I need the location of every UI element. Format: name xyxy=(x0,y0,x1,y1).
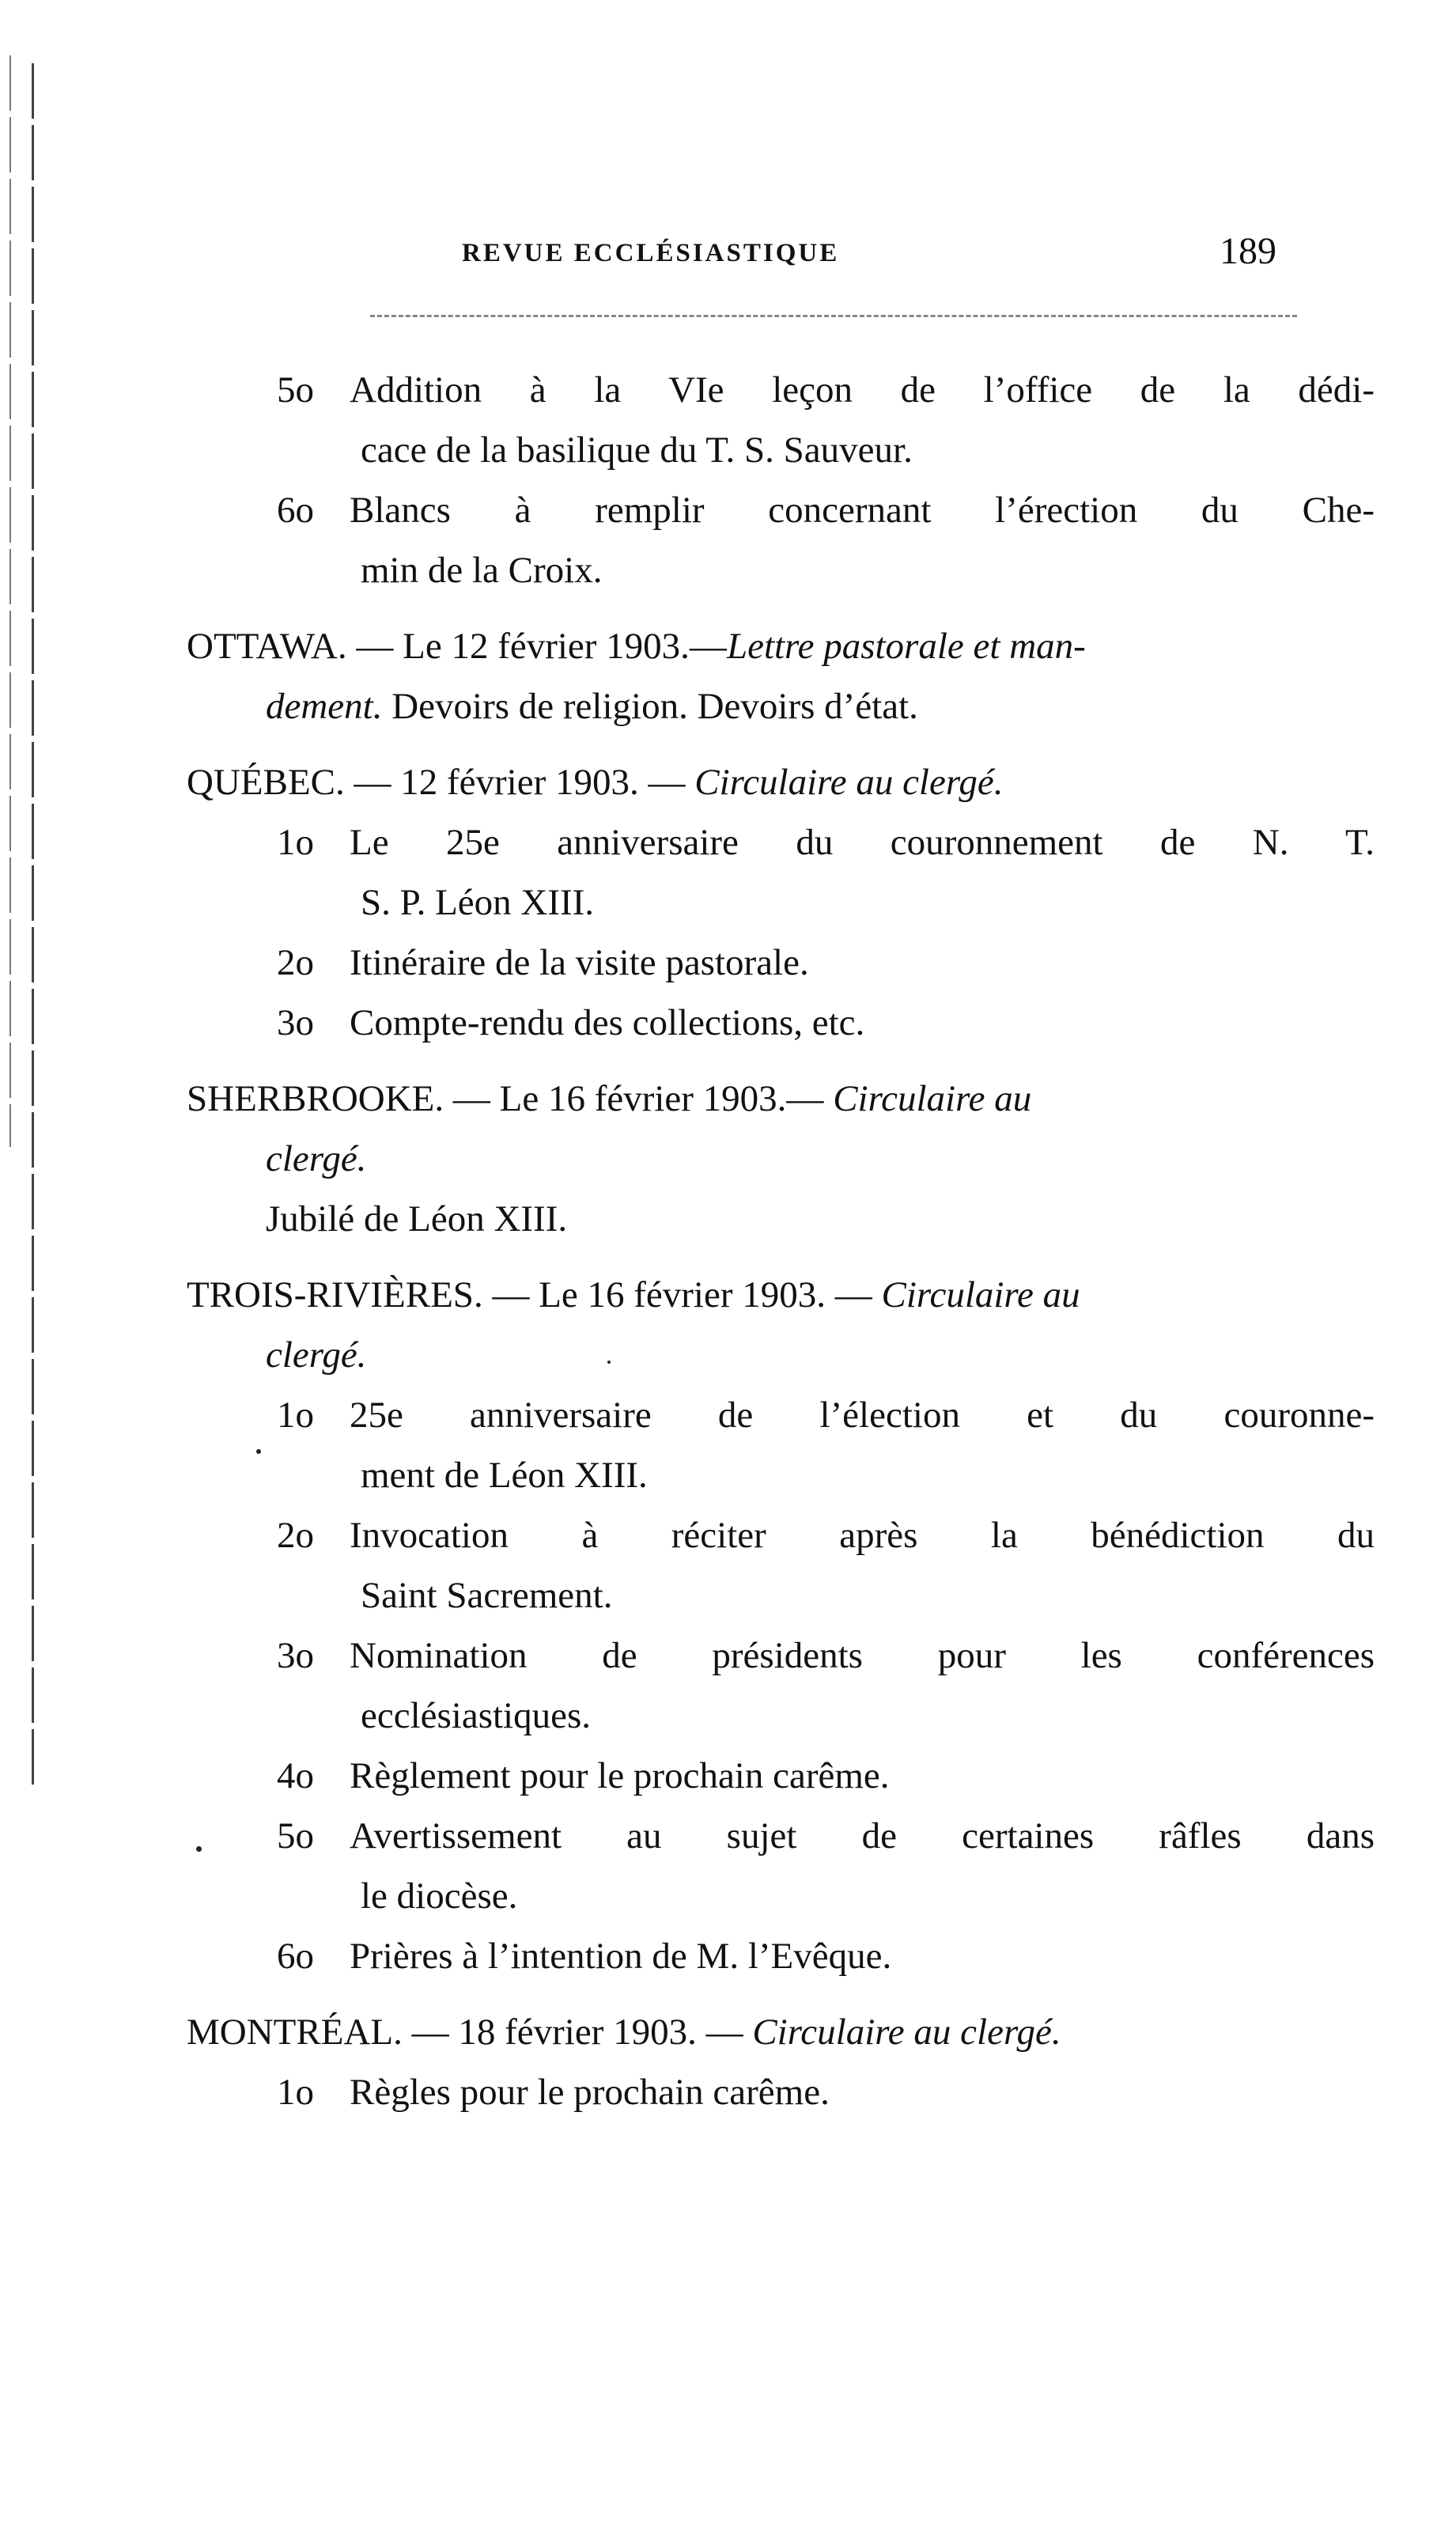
heading-italic-cont: clergé. xyxy=(266,1334,367,1376)
item-number: 6o xyxy=(277,490,314,531)
item-text: Blancs à remplir concernant l’érection du Che- xyxy=(350,490,1375,531)
heading-text: QUÉBEC. — 12 février 1903. — xyxy=(187,762,695,803)
item-number: 1o xyxy=(277,1395,314,1436)
list-item xyxy=(187,933,1302,993)
item-text: Addition à la VIe leçon de l’office de la dédi- xyxy=(350,369,1375,411)
item-text-cont: ment de Léon XIII. xyxy=(361,1455,648,1496)
heading-italic: Circulaire au xyxy=(833,1078,1032,1119)
item-number: 4o xyxy=(277,1755,314,1796)
print-speck xyxy=(256,1449,261,1454)
item-number: 5o xyxy=(277,1815,314,1857)
item-text-cont: ecclésiastiques. xyxy=(361,1695,592,1736)
diocese-entry-quebec xyxy=(187,752,1375,1053)
entry-heading xyxy=(187,616,1302,676)
item-text-cont: min de la Croix. xyxy=(361,550,603,591)
print-speck xyxy=(196,1846,202,1852)
item-text: Itinéraire de la visite pastorale. xyxy=(350,942,809,983)
item-text-cont: cace de la basilique du T. S. Sauveur. xyxy=(361,430,913,471)
diocese-entry-trois-rivieres xyxy=(187,1265,1375,1986)
intro-list xyxy=(187,360,1375,600)
item-text: Avertissement au sujet de certaines râfles dans xyxy=(350,1815,1375,1857)
entry-heading xyxy=(187,1265,1302,1325)
item-text: 25e anniversaire de l’élection et du couronne- xyxy=(350,1395,1375,1436)
list-item xyxy=(187,1505,1375,1626)
heading-italic: Circulaire au clergé. xyxy=(694,762,1004,803)
list-item xyxy=(187,2062,1302,2122)
item-text: Règles pour le prochain carême. xyxy=(350,2072,830,2113)
entry-heading xyxy=(187,2002,1302,2062)
list-item xyxy=(187,1926,1302,1986)
page-header xyxy=(0,230,1456,286)
heading-text: TROIS-RIVIÈRES. — Le 16 février 1903. — xyxy=(187,1274,882,1315)
page-body xyxy=(187,360,1375,2138)
item-number: 6o xyxy=(277,1936,314,1977)
heading-text: MONTRÉAL. — 18 février 1903. — xyxy=(187,2012,753,2053)
heading-italic: Circulaire au clergé. xyxy=(752,2012,1061,2053)
list-item xyxy=(187,1385,1375,1505)
diocese-entry-ottawa xyxy=(187,616,1302,736)
item-number: 1o xyxy=(277,2072,314,2113)
list-item xyxy=(187,812,1375,933)
item-text-cont: S. P. Léon XIII. xyxy=(361,882,595,923)
heading-italic-cont: dement. xyxy=(266,686,383,727)
entry-note: Jubilé de Léon XIII. xyxy=(266,1198,568,1240)
print-speck xyxy=(607,1361,611,1364)
item-text: Prières à l’intention de M. l’Evêque. xyxy=(350,1936,892,1977)
list-item xyxy=(187,1626,1375,1746)
heading-text: OTTAWA. — Le 12 février 1903.— xyxy=(187,626,727,667)
scan-edge-mark xyxy=(9,55,11,1147)
item-number: 5o xyxy=(277,369,314,411)
heading-italic: Circulaire au xyxy=(881,1274,1080,1315)
entry-heading-cont xyxy=(187,676,1302,736)
scan-margin-rule xyxy=(32,63,34,1788)
item-number: 1o xyxy=(277,822,314,863)
diocese-entry-montreal xyxy=(187,2002,1302,2122)
heading-italic-cont: clergé. xyxy=(266,1138,367,1179)
item-text: Règlement pour le prochain carême. xyxy=(350,1755,890,1796)
heading-text-cont: Devoirs de religion. Devoirs d’état. xyxy=(382,686,918,727)
diocese-entry-sherbrooke xyxy=(187,1069,1302,1249)
item-number: 2o xyxy=(277,1515,314,1556)
item-text: Compte-rendu des collections, etc. xyxy=(350,1002,865,1043)
list-item xyxy=(187,993,1302,1053)
item-text: Invocation à réciter après la bénédiction du xyxy=(350,1515,1375,1556)
list-item xyxy=(187,360,1375,480)
item-text: Nomination de présidents pour les conférences xyxy=(350,1635,1375,1676)
running-title: REVUE ECCLÉSIASTIQUE xyxy=(462,239,840,267)
list-item xyxy=(187,1746,1302,1806)
header-divider xyxy=(370,315,1297,317)
page-number: 189 xyxy=(1220,230,1276,272)
item-text-cont: Saint Sacrement. xyxy=(361,1575,613,1616)
heading-italic: Lettre pastorale et man- xyxy=(726,626,1086,667)
item-text: Le 25e anniversaire du couronnement de N. T. xyxy=(350,822,1375,863)
item-text-cont: le diocèse. xyxy=(361,1876,518,1917)
item-number: 2o xyxy=(277,942,314,983)
item-number: 3o xyxy=(277,1002,314,1043)
heading-text: SHERBROOKE. — Le 16 février 1903.— xyxy=(187,1078,834,1119)
list-item xyxy=(187,480,1375,600)
item-number: 3o xyxy=(277,1635,314,1676)
list-item xyxy=(187,1806,1375,1926)
entry-heading xyxy=(187,752,1302,812)
entry-heading xyxy=(187,1069,1302,1129)
